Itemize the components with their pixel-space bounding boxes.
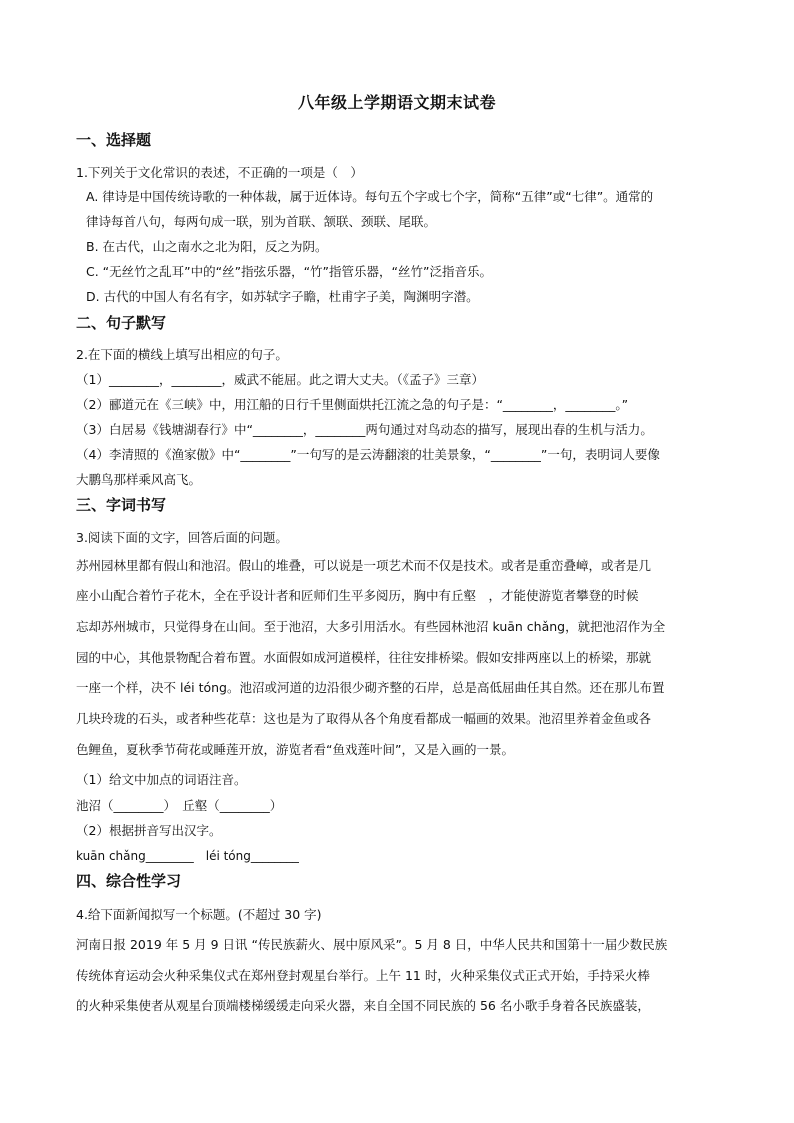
option-d: D. 古代的中国人有名有字，如苏轼字子瞻，杜甫字子美，陶渊明字潜。 bbox=[86, 289, 479, 304]
passage-line-3: 忘却苏州城市，只觉得身在山间。至于池沼，大多引用活水。有些园林池沼 kuān chǎng，就把池沼作为全 bbox=[76, 619, 666, 634]
question-3-stem: 3.阅读下面的文字，回答后面的问题。 bbox=[76, 530, 288, 545]
option-b: B. 在古代，山之南水之北为阳，反之为阴。 bbox=[86, 239, 328, 254]
subquestion-1: （1）给文中加点的词语注音。 bbox=[76, 772, 247, 787]
option-a-line-1: A. 律诗是中国传统诗歌的一种体裁，属于近体诗。每句五个字或七个字，简称“五律”或“七律”。通常的 bbox=[86, 189, 654, 204]
section-heading-recitation: 二、句子默写 bbox=[76, 314, 167, 332]
news-line-2: 传统体育运动会火种采集仪式在郑州登封观星台举行。上午 11 时，火种采集仪式正式开始，手持采火棒 bbox=[76, 968, 650, 983]
recitation-item-2: （2）郦道元在《三峡》中，用江船的日行千里侧面烘托江流之急的句子是：“________，________。” bbox=[76, 397, 629, 412]
question-2-stem: 2.在下面的横线上填写出相应的句子。 bbox=[76, 347, 288, 362]
news-line-1: 河南日报 2019 年 5 月 9 日讯 “传民族薪火、展中原风采”。5 月 8 日，中华人民共和国第十一届少数民族 bbox=[76, 937, 668, 952]
news-line-3: 的火种采集使者从观星台顶端楼梯缓缓走向采火器，来自全国不同民族的 56 名小歌手身着各民族盛装， bbox=[76, 998, 650, 1013]
subquestion-2: （2）根据拼音写出汉字。 bbox=[76, 823, 222, 838]
recitation-item-3: （3）白居易《钱塘湖春行》中“________，________两句通过对鸟动态的描写，展现出春的生机与活力。 bbox=[76, 422, 653, 437]
passage-line-4: 园的中心，其他景物配合着布置。水面假如成河道模样，往往安排桥梁。假如安排两座以上的桥梁，那就 bbox=[76, 650, 652, 665]
passage-line-1: 苏州园林里都有假山和池沼。假山的堆叠，可以说是一项艺术而不仅是技术。或者是重峦叠嶂，或者是几 bbox=[76, 558, 652, 573]
option-a-line-2: 律诗每首八句，每两句成一联，别为首联、颔联、颈联、尾联。 bbox=[86, 214, 437, 229]
question-1-stem: 1.下列关于文化常识的表述，不正确的一项是（ ） bbox=[76, 165, 363, 180]
recitation-item-1: （1）________，________，威武不能屈。此之谓大丈夫。（《孟子》三章） bbox=[76, 372, 484, 387]
option-c: C. “无丝竹之乱耳”中的“丝”指弦乐器，“竹”指管乐器，“丝竹”泛指音乐。 bbox=[86, 264, 492, 279]
passage-line-5: 一座一个样，决不 léi tóng。池沼或河道的边沿很少砌齐整的石岸，总是高低屈曲任其自然。还在那儿布置 bbox=[76, 680, 665, 695]
question-4-stem: 4.给下面新闻拟写一个标题。(不超过 30 字) bbox=[76, 907, 322, 922]
section-heading-comprehensive: 四、综合性学习 bbox=[76, 872, 182, 890]
subquestion-1-answer: 池沼（________） 丘壑（________） bbox=[76, 798, 283, 813]
section-heading-choice: 一、选择题 bbox=[76, 131, 152, 149]
passage-line-2: 座小山配合着竹子花木，全在乎设计者和匠师们生平多阅历，胸中有丘壑 ，才能使游览者攀登的时候 bbox=[76, 588, 639, 603]
recitation-item-4b: 大鹏鸟那样乘风高飞。 bbox=[76, 472, 202, 487]
section-heading-words: 三、字词书写 bbox=[76, 496, 167, 514]
page-title: 八年级上学期语文期末试卷 bbox=[297, 93, 496, 112]
subquestion-2-answer: kuān chǎng________ léi tóng________ bbox=[76, 849, 299, 863]
recitation-item-4a: （4）李清照的《渔家傲》中“________”一句写的是云涛翻滚的壮美景象，“________”一句，表明词人要像 bbox=[76, 447, 660, 462]
passage-line-6: 几块玲珑的石头，或者种些花草：这也是为了取得从各个角度看都成一幅画的效果。池沼里养着金鱼或各 bbox=[76, 711, 652, 726]
passage-line-7: 色鲤鱼，夏秋季节荷花或睡莲开放，游览者看“鱼戏莲叶间”，又是入画的一景。 bbox=[76, 742, 514, 757]
